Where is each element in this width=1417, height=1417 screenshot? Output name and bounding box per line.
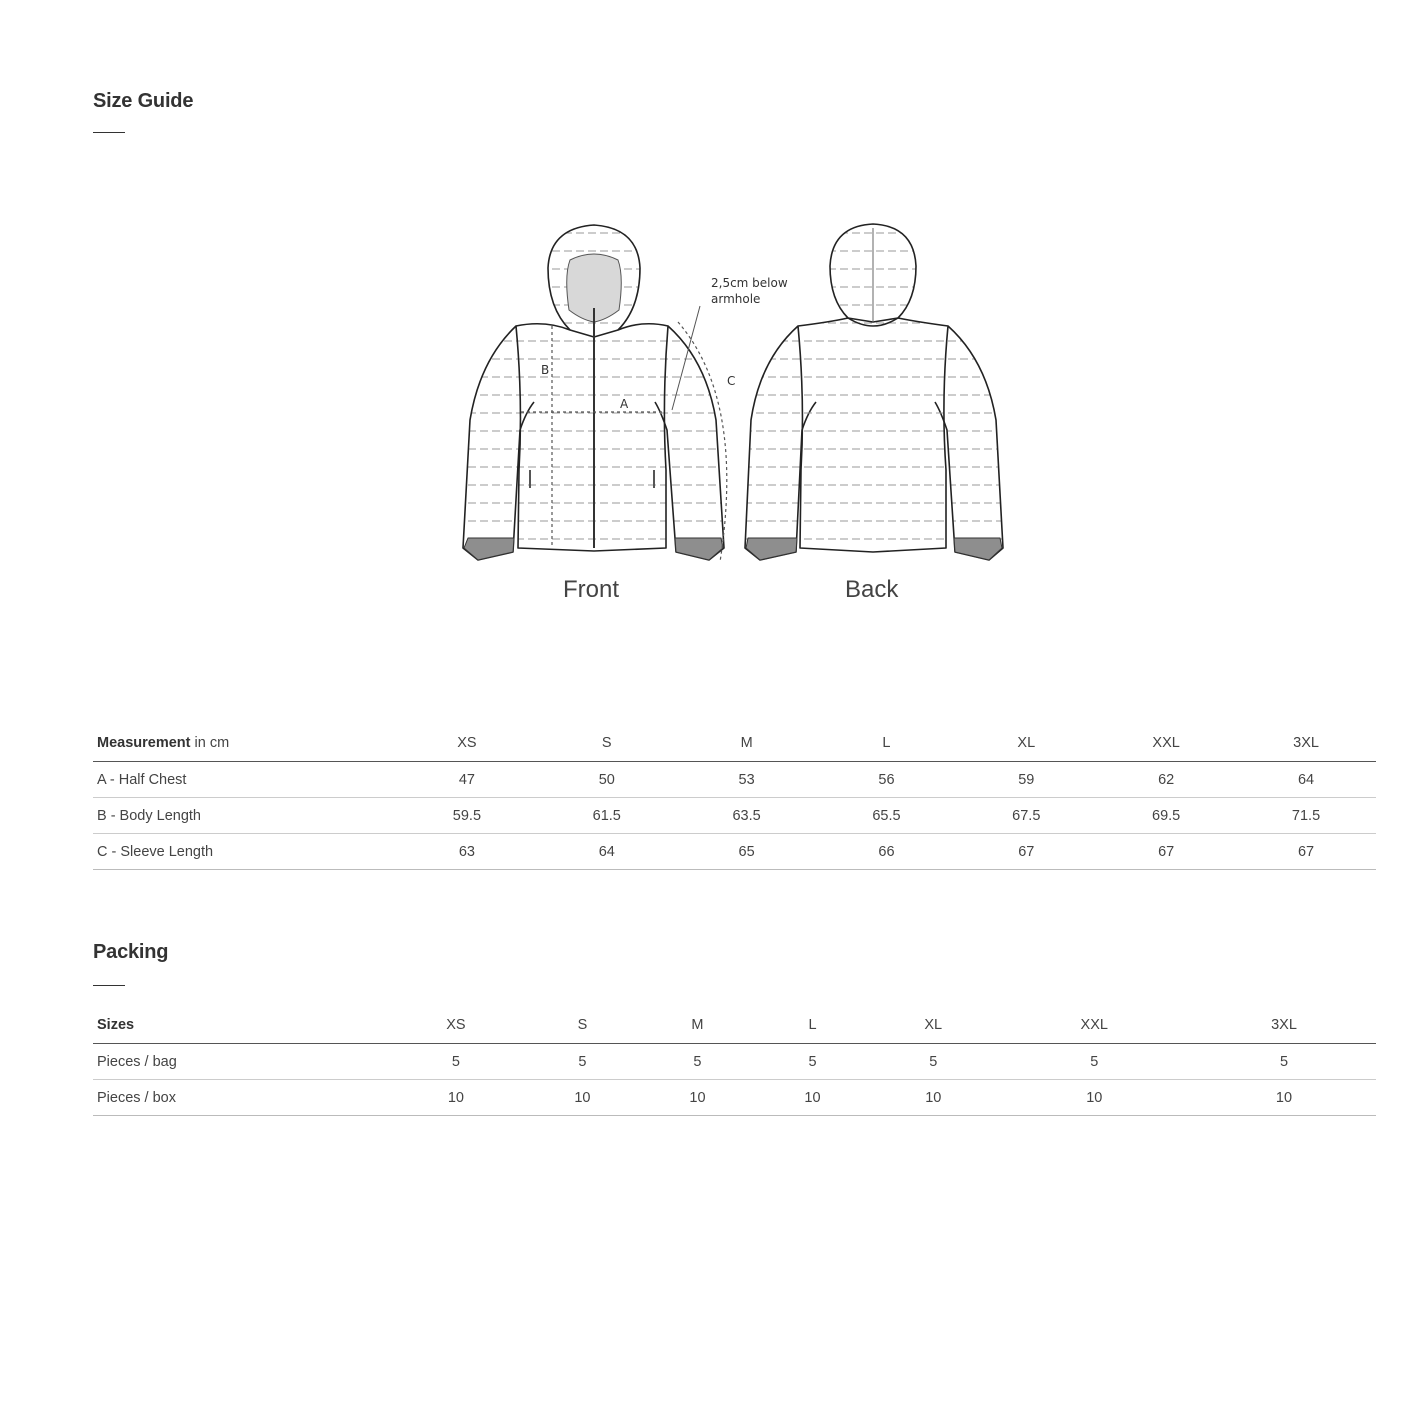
packing-col-header-xxl: XXL [997, 1007, 1192, 1044]
size-table-header-row [93, 725, 1376, 762]
packing-cell-value: 10 [387, 1080, 525, 1116]
size-col-header-xs: XS [397, 725, 537, 762]
size-cell-value: 56 [817, 762, 957, 798]
size-cell-value: 65 [677, 834, 817, 870]
size-measurement-table [93, 725, 1376, 870]
packing-cell-value: 10 [997, 1080, 1192, 1116]
packing-cell-value: 5 [640, 1044, 755, 1080]
measurement-header [93, 725, 397, 762]
armhole-annotation: 2,5cm below [711, 276, 788, 290]
size-guide-title: Size Guide [93, 90, 194, 112]
packing-cell-value: 10 [525, 1080, 640, 1116]
size-cell-value: 63.5 [677, 798, 817, 834]
front-view-label: Front [563, 576, 620, 603]
front-right-cuff [675, 538, 723, 560]
packing-title: Packing [93, 941, 169, 963]
size-cell-value: 63 [397, 834, 537, 870]
measure-c-marker: C [727, 374, 736, 388]
size-cell-value: 59.5 [397, 798, 537, 834]
packing-cell-value: 5 [870, 1044, 997, 1080]
armhole-annotation-line2: armhole [711, 292, 761, 306]
packing-cell-value: 5 [755, 1044, 870, 1080]
packing-table [93, 1007, 1376, 1116]
packing-underline [93, 985, 125, 986]
size-cell-value: 69.5 [1096, 798, 1236, 834]
size-cell-value: 67.5 [956, 798, 1096, 834]
packing-cell-value: 5 [387, 1044, 525, 1080]
front-body [516, 324, 668, 551]
table-row [93, 834, 1376, 870]
size-col-header-m: M [677, 725, 817, 762]
measure-b-marker: B [541, 363, 550, 377]
size-guide-underline [93, 132, 125, 133]
packing-cell-value: 10 [870, 1080, 997, 1116]
size-col-header-s: S [537, 725, 677, 762]
size-row-label: C - Sleeve Length [93, 834, 397, 870]
size-cell-value: 61.5 [537, 798, 677, 834]
packing-cell-value: 10 [755, 1080, 870, 1116]
packing-col-header-xl: XL [870, 1007, 997, 1044]
packing-col-header-s: S [525, 1007, 640, 1044]
size-cell-value: 65.5 [817, 798, 957, 834]
size-col-header-3xl: 3XL [1236, 725, 1376, 762]
packing-cell-value: 5 [997, 1044, 1192, 1080]
size-cell-value: 67 [1236, 834, 1376, 870]
measurement-header-unit: in cm [190, 735, 230, 751]
table-row [93, 798, 1376, 834]
table-row [93, 1080, 1376, 1116]
size-col-header-xl: XL [956, 725, 1096, 762]
back-right-cuff [954, 538, 1002, 560]
front-left-cuff [464, 538, 514, 560]
measure-a-marker: A [620, 397, 629, 411]
back-view-label: Back [845, 576, 899, 603]
packing-cell-value: 10 [640, 1080, 755, 1116]
size-cell-value: 64 [537, 834, 677, 870]
size-cell-value: 71.5 [1236, 798, 1376, 834]
size-cell-value: 47 [397, 762, 537, 798]
size-col-header-l: L [817, 725, 957, 762]
packing-row-label: Pieces / box [93, 1080, 387, 1116]
table-row [93, 1044, 1376, 1080]
packing-col-header-m: M [640, 1007, 755, 1044]
table-row [93, 762, 1376, 798]
size-row-label: B - Body Length [93, 798, 397, 834]
size-cell-value: 67 [1096, 834, 1236, 870]
size-cell-value: 50 [537, 762, 677, 798]
packing-table-header-row [93, 1007, 1376, 1044]
size-cell-value: 53 [677, 762, 817, 798]
packing-col-header-l: L [755, 1007, 870, 1044]
size-cell-value: 62 [1096, 762, 1236, 798]
size-cell-value: 64 [1236, 762, 1376, 798]
size-col-header-xxl: XXL [1096, 725, 1236, 762]
packing-col-header-xs: XS [387, 1007, 525, 1044]
size-cell-value: 67 [956, 834, 1096, 870]
packing-row-label: Pieces / bag [93, 1044, 387, 1080]
size-row-label: A - Half Chest [93, 762, 397, 798]
back-left-cuff [746, 538, 797, 560]
sizes-header: Sizes [93, 1007, 387, 1044]
packing-cell-value: 10 [1192, 1080, 1376, 1116]
size-cell-value: 66 [817, 834, 957, 870]
measurement-header-bold: Measurement [97, 735, 191, 751]
back-body [798, 318, 948, 552]
packing-cell-value: 5 [1192, 1044, 1376, 1080]
size-cell-value: 59 [956, 762, 1096, 798]
packing-col-header-3xl: 3XL [1192, 1007, 1376, 1044]
jacket-diagram [450, 215, 1020, 615]
packing-cell-value: 5 [525, 1044, 640, 1080]
